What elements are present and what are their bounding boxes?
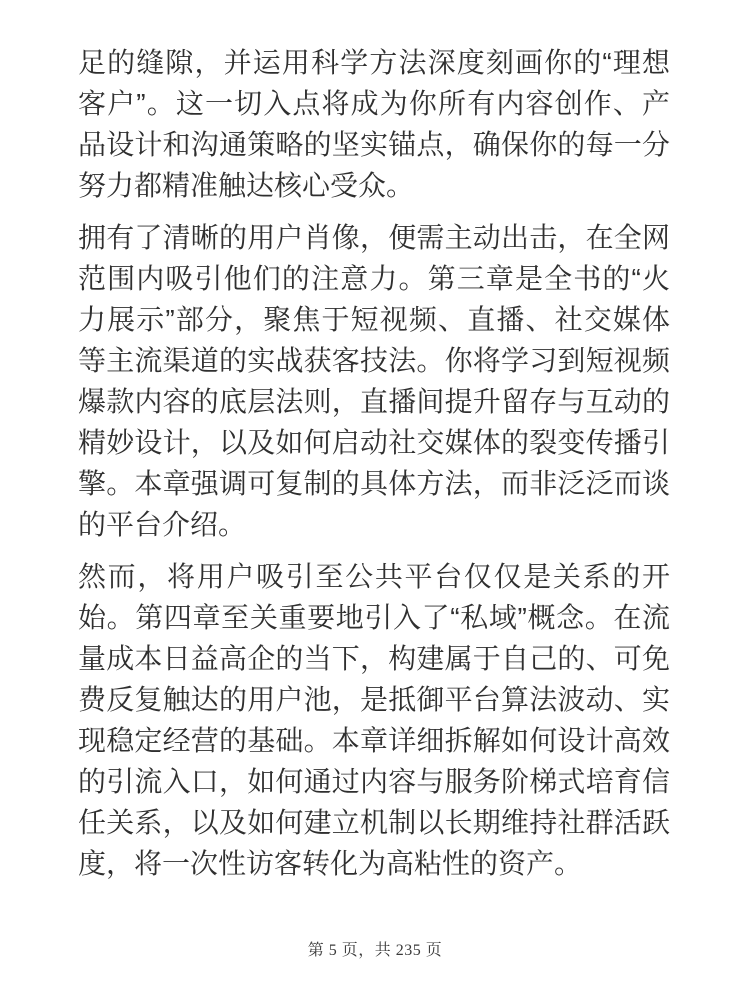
paragraph-1: 足的缝隙，并运用科学方法深度刻画你的“理想客户”。这一切入点将成为你所有内容创作、产品设计和沟通策略的坚实锚点，确保你的每一分努力都精准触达核心受众。 (78, 47, 670, 201)
page-content (78, 42, 670, 895)
page-footer (0, 940, 750, 962)
paragraph-3: 然而，将用户吸引至公共平台仅仅是关系的开始。第四章至关重要地引入了“私域”概念。在流量成本日益高企的当下，构建属于自己的、可免费反复触达的用户池，是抵御平台算法波动、实现稳定经营的基础。本章详细拆解如何设计高效的引流入口，如何通过内容与服务阶梯式培育信任关系，以及如何建立机制以长期维持社群活跃度，将一次性访客转化为高粘性的资产。 (78, 561, 670, 879)
paragraph-2: 拥有了清晰的用户肖像，便需主动出击，在全网范围内吸引他们的注意力。第三章是全书的“火力展示”部分，聚焦于短视频、直播、社交媒体等主流渠道的实战获客技法。你将学习到短视频爆款内容的底层法则，直播间提升留存与互动的精妙设计，以及如何启动社交媒体的裂变传播引擎。本章强调可复制的具体方法，而非泛泛而谈的平台介绍。 (78, 222, 670, 540)
page-number-indicator: 第 5 页，共 235 页 (307, 942, 443, 959)
